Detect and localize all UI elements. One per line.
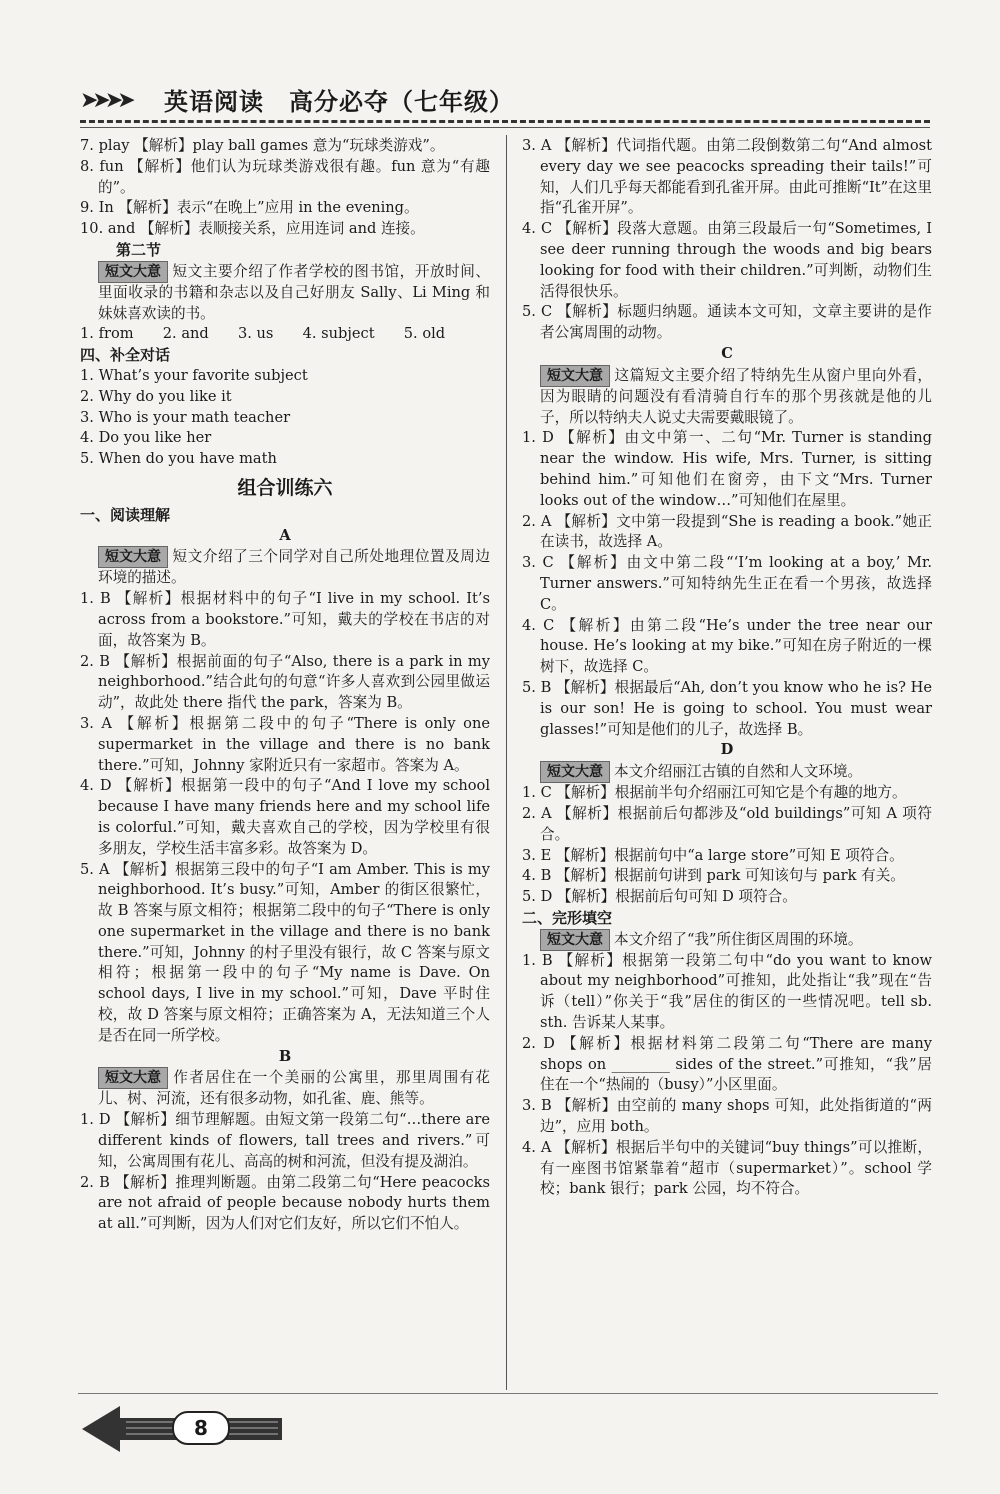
summary-paragraph	[80, 546, 490, 589]
section-heading: 一、阅读理解	[80, 505, 171, 524]
header-rule	[80, 127, 930, 128]
answer-item: 5. C 【解析】标题归纳题。通读本文可知，文章主要讲的是作者公寓周围的动物。	[522, 303, 932, 342]
answer-item: 1. C 【解析】根据前半句介绍丽江可知它是个有趣的地方。	[522, 784, 907, 802]
summary-tag: 短文大意	[540, 929, 610, 951]
arrow-decoration-icon: ➤➤➤➤	[80, 88, 130, 113]
section-heading: 四、补全对话	[80, 346, 171, 365]
answer-item: 1. D 【解析】由文中第一、二句“Mr. Turner is standing near the window. His wife, Mrs. Turner, is sitting behind him.”可知他们在窗旁，由下文“Mrs. Turner looks out of the window…”可知他们在屋里。	[522, 429, 932, 509]
book-title: 英语阅读 高分必夺（七年级）	[164, 88, 514, 116]
answer-item: 7. play 【解析】play ball games 意为“玩球类游戏”。	[80, 137, 445, 154]
answer-item: 1. D 【解析】细节理解题。由短文第一段第二句“…there are different kinds of flowers, tall trees and rivers.”可知，公寓周围有花儿、高高的树和河流，但没有提及湖泊。	[80, 1111, 490, 1170]
answer-item: 4. C 【解析】由第二段“He’s under the tree near our house. He’s looking at my bike.”可知在房子附近的一棵树下，故选择 C。	[522, 616, 932, 676]
page-header	[80, 78, 940, 126]
answer-item: 4. D 【解析】根据第一段中的句子“And I love my school because I have many friends here and my school life is colorful.”可知，戴夫喜欢自己的学校，因为学校里有很多朋友，学校生活丰富多彩。故答案为 D。	[80, 777, 490, 857]
summary-text: 短文介绍了三个同学对自己所处地理位置及周边环境的描述。	[98, 548, 490, 587]
answer-item: 9. In 【解析】表示“在晚上”应用 in the evening。	[80, 199, 419, 217]
summary-text: 这篇短文主要介绍了特纳先生从窗户里向外看，因为眼睛的问题没有看清骑自行车的那个男孩就是他的儿子，所以特纳夫人说丈夫需要戴眼镜了。	[540, 366, 932, 426]
summary-tag: 短文大意	[98, 546, 168, 568]
answer-item: 2. A 【解析】根据前后句都涉及“old buildings”可知 A 项符合。	[522, 804, 932, 843]
summary-text: 本文介绍了“我”所住街区周围的环境。	[614, 930, 863, 948]
answer-item: 3. A 【解析】代词指代题。由第二段倒数第二句“And almost every day we see peacocks spreading their tails!”可知，人们几乎每天都能看到孔雀开屏。由此可推断“It”在这里指“孔雀开屏”。	[522, 137, 932, 217]
right-column	[522, 136, 932, 1200]
answer-item: 8. fun 【解析】他们认为玩球类游戏很有趣。fun 意为“有趣的”。	[80, 157, 490, 196]
answer-item: 2. B 【解析】根据前面的句子“Also, there is a park in my neighborhood.”结合此句的句意“许多人喜欢到公园里做运动”，故此处 there 指代 the park，答案为 B。	[80, 652, 490, 712]
answer-item: 1. from 2. and 3. us 4. subject 5. old	[80, 325, 446, 343]
header-dashed-rule	[80, 120, 930, 123]
page-number: 8	[172, 1411, 230, 1445]
answer-item: 2. D 【解析】根据材料第二段第二句“There are many shops on ________ sides of the street.”可推知，“我”居住在一个“热闹的（busy）”小区里面。	[522, 1034, 932, 1094]
summary-paragraph	[80, 261, 490, 325]
answer-item: 5. D 【解析】根据前后句可知 D 项符合。	[522, 888, 797, 906]
summary-text: 本文介绍丽江古镇的自然和人文环境。	[614, 763, 863, 781]
answer-item: 5. When do you have math	[80, 450, 277, 468]
passage-label: C	[721, 344, 733, 362]
answer-item: 4. A 【解析】根据后半句中的关键词“buy things”可以推断，有一座图书馆紧靠着“超市（supermarket）”。school 学校；bank 银行；park 公园，均不符合。	[522, 1138, 932, 1198]
answer-item: 3. C 【解析】由文中第二段“‘I’m looking at a boy,’ Mr. Turner answers.”可知特纳先生正在看一个男孩，故选择 C。	[522, 554, 932, 613]
summary-paragraph	[522, 365, 932, 429]
section-heading: 二、完形填空	[522, 908, 613, 927]
answer-item: 2. B 【解析】推理判断题。由第二段第二句“Here peacocks are not afraid of people because nobody hurts them at all.”可判断，因为人们对它们友好，所以它们不怕人。	[80, 1173, 490, 1233]
footer-rule	[78, 1393, 938, 1394]
left-column	[80, 136, 490, 1235]
summary-text: 短文主要介绍了作者学校的图书馆，开放时间、里面收录的书籍和杂志以及自己好朋友 Sally、Li Ming 和妹妹喜欢读的书。	[98, 262, 490, 322]
summary-tag: 短文大意	[540, 761, 610, 783]
summary-paragraph	[522, 761, 932, 783]
summary-text: 作者居住在一个美丽的公寓里，那里周围有花儿、树、河流，还有很多动物，如孔雀、鹿、熊等。	[98, 1069, 490, 1108]
summary-paragraph	[522, 929, 932, 951]
answer-item: 3. E 【解析】根据前句中“a large store”可知 E 项符合。	[522, 846, 904, 864]
summary-tag: 短文大意	[540, 365, 610, 387]
answer-item: 1. B 【解析】根据第一段第二句中“do you want to know about my neighborhood”可推知，此处指让“我”现在“告诉（tell）”你关于“我”居住的街区的一些情况吧。tell sb. sth. 告诉某人某事。	[522, 951, 932, 1032]
answer-item: 10. and 【解析】表顺接关系，应用连词 and 连接。	[80, 220, 425, 238]
answer-item: 3. Who is your math teacher	[80, 408, 291, 426]
answer-item: 4. Do you like her	[80, 429, 212, 447]
summary-tag: 短文大意	[98, 1067, 168, 1089]
passage-label: B	[278, 1047, 292, 1065]
column-divider	[506, 135, 507, 1390]
answer-item: 3. A 【解析】根据第二段中的句子“There is only one supermarket in the village and there is no bank there.”可知，Johnny 家附近只有一家超市。答案为 A。	[80, 714, 490, 774]
passage-label: D	[720, 741, 734, 759]
summary-paragraph	[80, 1067, 490, 1110]
answer-item: 4. C 【解析】段落大意题。由第三段最后一句“Sometimes, I see deer running through the woods and big bears looking for food with their children.”可判断，动物们生活得很快乐。	[522, 220, 932, 300]
answer-item: 1. What’s your favorite subject	[80, 366, 308, 384]
answer-item: 5. A 【解析】根据第三段中的句子“I am Amber. This is my neighborhood. It’s busy.”可知，Amber 的街区很繁忙，故 B 答案与原文相符；根据第二段中的句子“There is only one supermarket in the village and there is no bank there.”可知，Johnny 的村子里没有银行，故 C 答案与原文相符；根据第一段中的句子“My name is Dave. On school days, I live in my school.”可知，Dave 平时住校，故 D 答案与原文相符；正确答案为 A，无法知道三个人是否在同一所学校。	[80, 860, 490, 1044]
sub-heading: 第二节	[116, 240, 162, 259]
answer-item: 2. A 【解析】文中第一段提到“She is reading a book.”她正在读书，故选择 A。	[522, 512, 932, 551]
answer-item: 2. Why do you like it	[80, 387, 232, 405]
answer-item: 4. B 【解析】根据前句讲到 park 可知该句与 park 有关。	[522, 867, 905, 885]
answer-item: 1. B 【解析】根据材料中的句子“I live in my school. It’s across from a bookstore.”可知，戴夫的学校在书店的对面，故答案为 B。	[80, 590, 490, 649]
passage-label: A	[279, 526, 291, 544]
unit-title: 组合训练六	[237, 476, 333, 499]
answer-item: 3. B 【解析】由空前的 many shops 可知，此处指街道的“两边”，应用 both。	[522, 1097, 932, 1136]
summary-tag: 短文大意	[98, 261, 168, 283]
answer-item: 5. B 【解析】根据最后“Ah, don’t you know who he is? He is our son! He is going to school. You must wear glasses!”可知是他们的儿子，故选择 B。	[522, 678, 932, 738]
